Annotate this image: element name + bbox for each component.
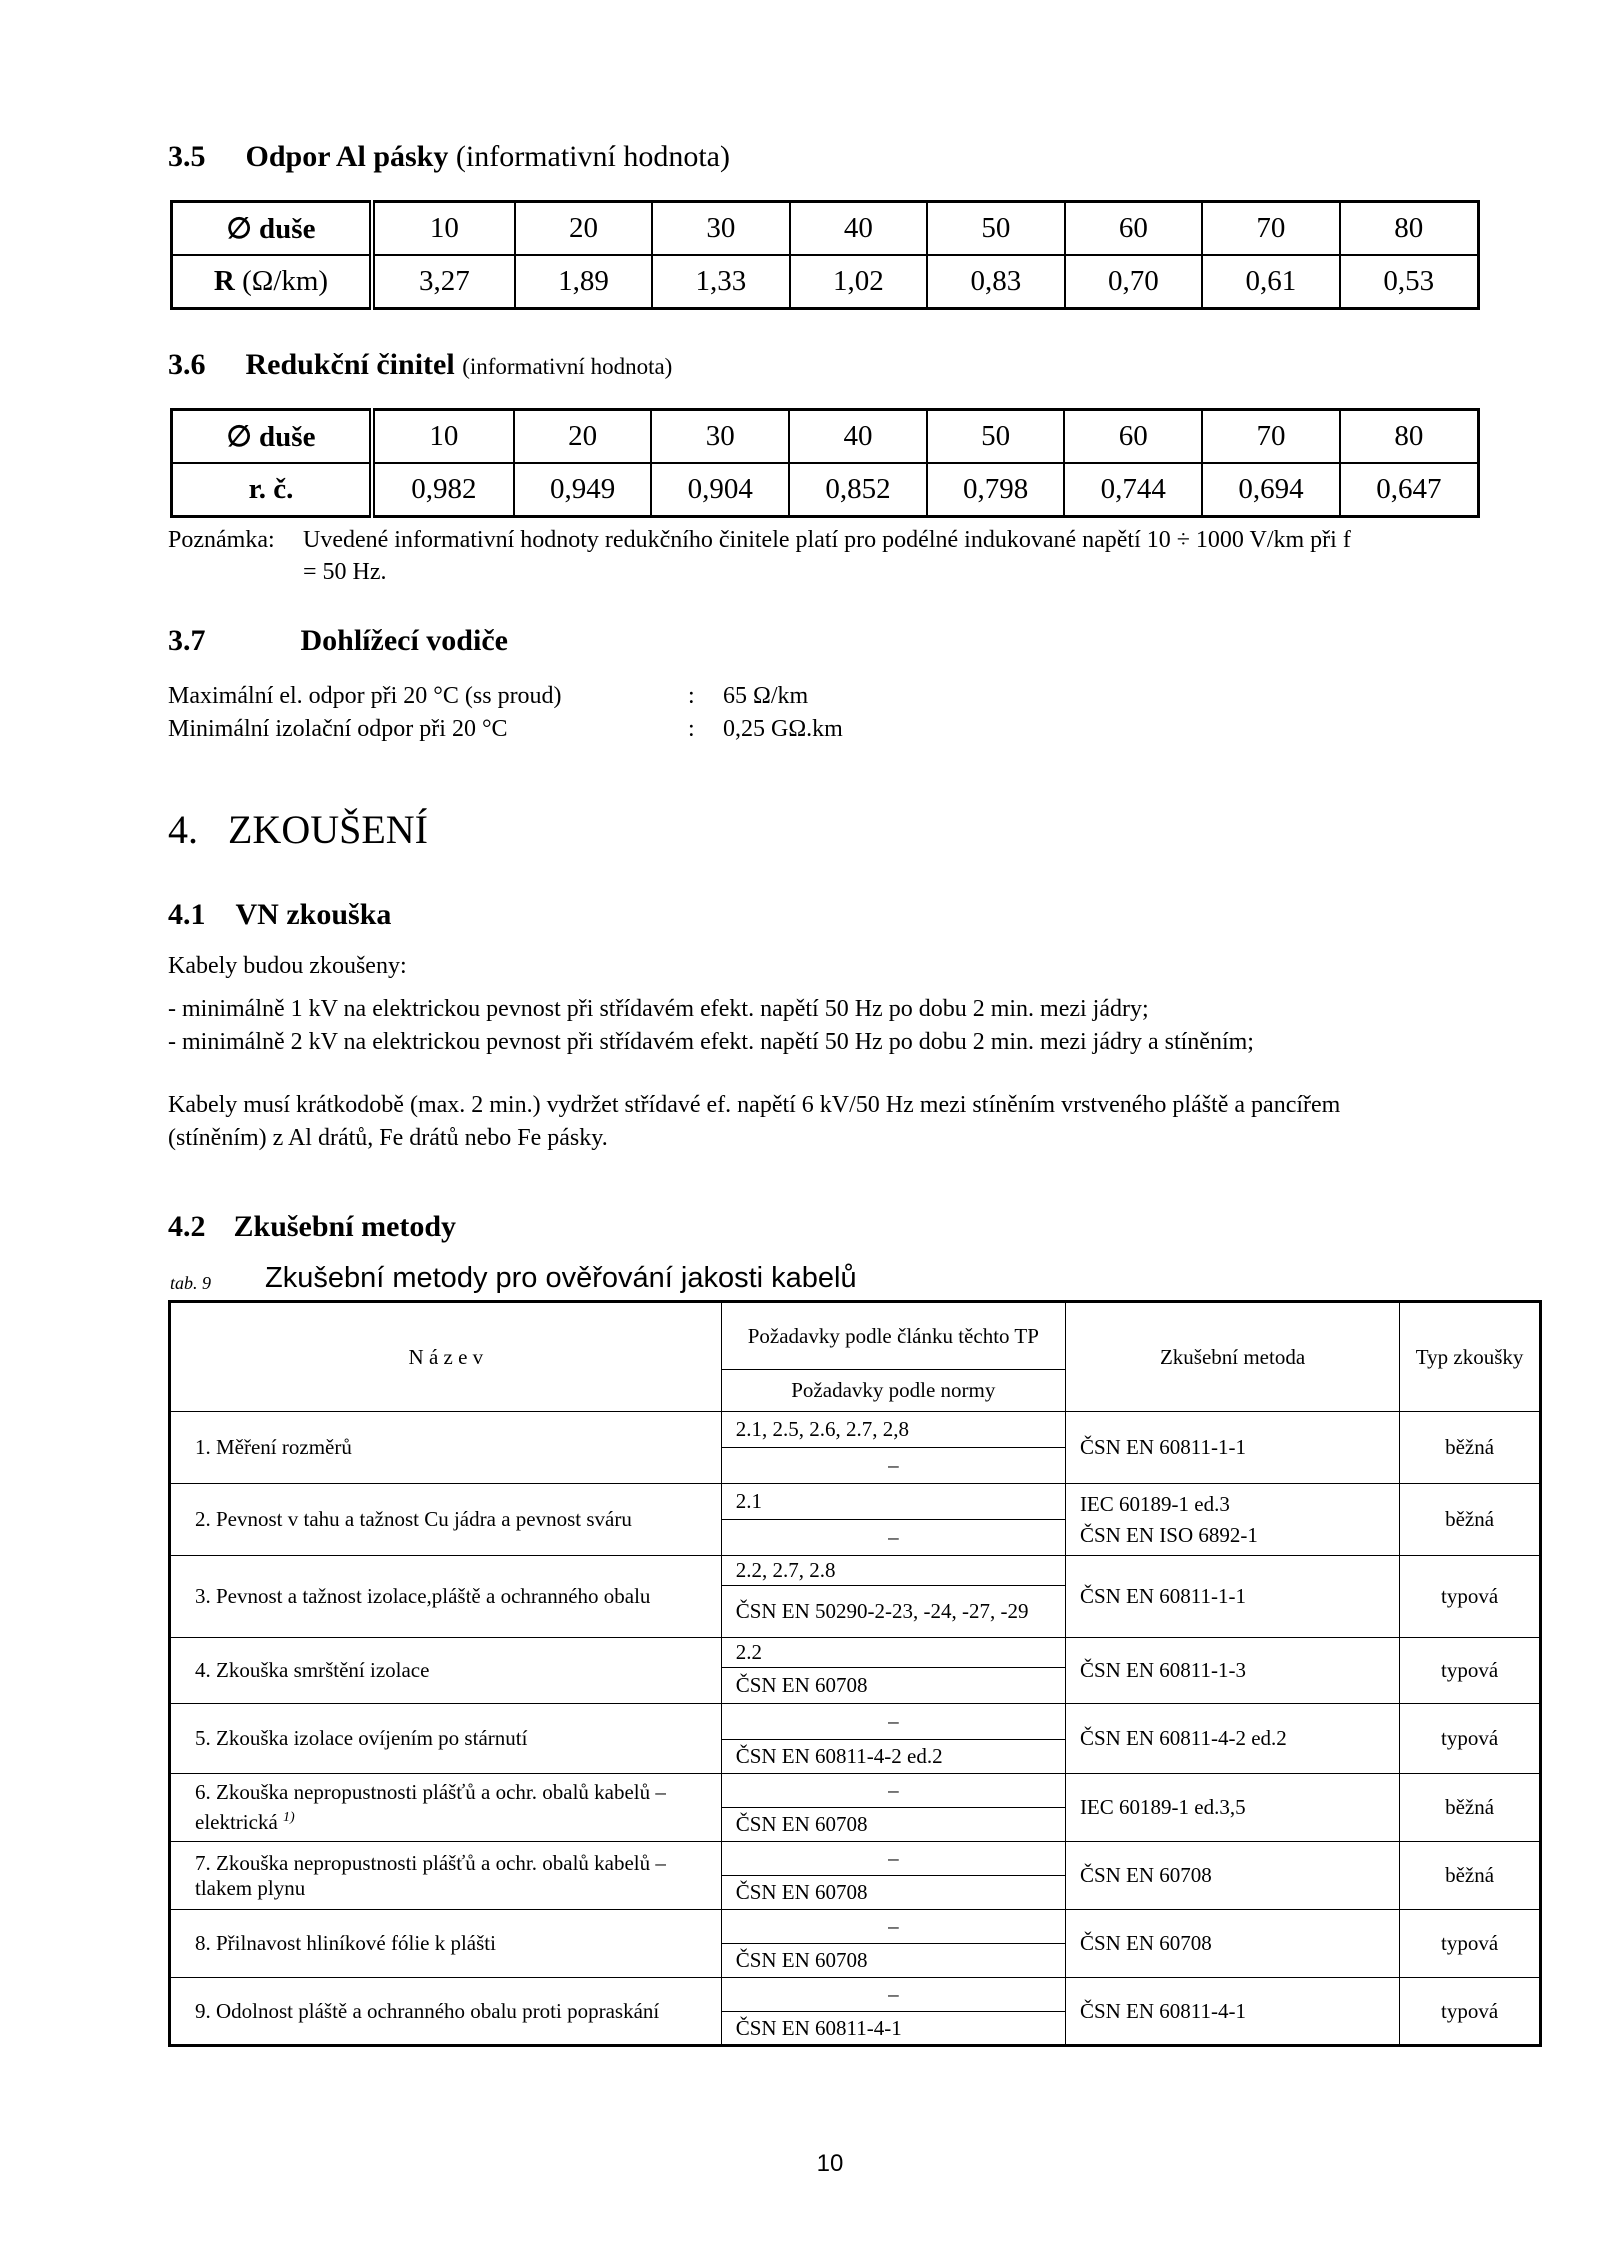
test-method: ČSN EN 60811-4-1 bbox=[1065, 1978, 1399, 2046]
section-3-6-heading bbox=[168, 348, 672, 382]
header-test-method: Zkušební metoda bbox=[1065, 1302, 1399, 1412]
header-requirements-tp: Požadavky podle článku těchto TP bbox=[721, 1302, 1065, 1370]
test-method: ČSN EN 60811-1-1 bbox=[1065, 1412, 1399, 1484]
test-name: 4. Zkouška smrštění izolace bbox=[170, 1638, 722, 1704]
test-name: 5. Zkouška izolace ovíjením po stárnutí bbox=[170, 1704, 722, 1774]
value-cell: 1,33 bbox=[652, 255, 789, 309]
test-method bbox=[1065, 1484, 1399, 1556]
footnote-marker: 1) bbox=[283, 1810, 295, 1825]
section-title: Dohlížecí vodiče bbox=[300, 624, 508, 657]
req-norm: ČSN EN 60708 bbox=[721, 1808, 1065, 1842]
test-type: běžná bbox=[1400, 1412, 1541, 1484]
section-3-5-heading bbox=[168, 140, 730, 174]
test-type: typová bbox=[1400, 1704, 1541, 1774]
test-method: ČSN EN 60811-1-1 bbox=[1065, 1556, 1399, 1638]
req-article: – bbox=[721, 1910, 1065, 1944]
test-name: 7. Zkouška nepropustnosti plášťů a ochr. obalů kabelů – tlakem plynu bbox=[170, 1842, 722, 1910]
table-row bbox=[170, 1704, 1541, 1740]
test-type: běžná bbox=[1400, 1484, 1541, 1556]
section-number: 3.7 bbox=[168, 624, 206, 657]
value-cell: 30 bbox=[652, 202, 789, 255]
table-row bbox=[170, 1638, 1541, 1668]
req-article: – bbox=[721, 1978, 1065, 2012]
req-article: – bbox=[721, 1842, 1065, 1876]
req-norm: – bbox=[721, 1448, 1065, 1484]
test-methods-table bbox=[168, 1300, 1542, 2047]
section-title: Odpor Al pásky bbox=[245, 140, 449, 173]
monitoring-wires-properties bbox=[168, 680, 843, 746]
header-cell-resistance: R (Ω/km) bbox=[172, 255, 373, 309]
property-separator: : bbox=[688, 683, 695, 709]
test-type: běžná bbox=[1400, 1842, 1541, 1910]
section-number: 3.5 bbox=[168, 140, 206, 173]
section-title-note: (informativní hodnota) bbox=[462, 354, 673, 379]
value-cell: 80 bbox=[1340, 410, 1479, 463]
test-name: 1. Měření rozměrů bbox=[170, 1412, 722, 1484]
chapter-4-heading bbox=[168, 806, 428, 853]
section-number: 4.2 bbox=[168, 1210, 206, 1243]
req-norm: ČSN EN 50290-2-23, -24, -27, -29 bbox=[721, 1586, 1065, 1638]
test-name: 9. Odolnost pláště a ochranného obalu proti popraskání bbox=[170, 1978, 722, 2046]
section-number: 3.6 bbox=[168, 348, 206, 381]
test-type: typová bbox=[1400, 1910, 1541, 1978]
req-article: – bbox=[721, 1774, 1065, 1808]
test-method-line: ČSN EN ISO 6892-1 bbox=[1079, 1522, 1258, 1547]
value-cell: 0,694 bbox=[1202, 463, 1340, 517]
table-label: tab. 9 bbox=[170, 1273, 212, 1293]
header-name: N á z e v bbox=[170, 1302, 722, 1412]
test-type: typová bbox=[1400, 1638, 1541, 1704]
test-name: 8. Přilnavost hliníkové fólie k plášti bbox=[170, 1910, 722, 1978]
value-cell: 1,02 bbox=[790, 255, 927, 309]
section-4-1-heading bbox=[168, 898, 391, 932]
test-name bbox=[170, 1774, 722, 1842]
header-test-type: Typ zkoušky bbox=[1400, 1302, 1541, 1412]
property-value: 0,25 GΩ.km bbox=[723, 716, 843, 742]
test-name: 3. Pevnost a tažnost izolace,pláště a ochranného obalu bbox=[170, 1556, 722, 1638]
test-method: IEC 60189-1 ed.3,5 bbox=[1065, 1774, 1399, 1842]
section-title: Zkušební metody bbox=[233, 1210, 457, 1243]
test-method: ČSN EN 60708 bbox=[1065, 1910, 1399, 1978]
value-cell: 30 bbox=[651, 410, 789, 463]
value-cell: 0,949 bbox=[514, 463, 652, 517]
value-cell: 1,89 bbox=[515, 255, 652, 309]
test-method: ČSN EN 60811-4-2 ed.2 bbox=[1065, 1704, 1399, 1774]
req-article: 2.1 bbox=[721, 1484, 1065, 1520]
property-label: Maximální el. odpor při 20 °C (ss proud) bbox=[168, 683, 562, 709]
chapter-title: ZKOUŠENÍ bbox=[228, 807, 428, 852]
value-cell: 0,744 bbox=[1064, 463, 1202, 517]
header-cell-core-diameter: ∅ duše bbox=[172, 202, 373, 255]
value-cell: 60 bbox=[1065, 202, 1202, 255]
req-norm: ČSN EN 60811-4-1 bbox=[721, 2012, 1065, 2046]
section-3-7-heading bbox=[168, 624, 508, 658]
section-title: Redukční činitel bbox=[245, 348, 455, 381]
value-cell: 0,70 bbox=[1065, 255, 1202, 309]
note-line: Uvedené informativní hodnoty redukčního činitele platí pro podélné indukované napětí 10 ÷ 1000 V/km při f bbox=[303, 527, 1351, 553]
value-cell: 10 bbox=[372, 410, 514, 463]
table-row bbox=[170, 1842, 1541, 1876]
table-row bbox=[170, 1412, 1541, 1448]
header-cell-reduction-factor: r. č. bbox=[172, 463, 373, 517]
property-label: Minimální izolační odpor při 20 °C bbox=[168, 716, 508, 742]
note-line: = 50 Hz. bbox=[303, 559, 387, 585]
section-title: VN zkouška bbox=[235, 898, 392, 931]
test-type: běžná bbox=[1400, 1774, 1541, 1842]
table-row bbox=[170, 1774, 1541, 1808]
value-cell: 0,852 bbox=[789, 463, 927, 517]
value-cell: 50 bbox=[927, 410, 1065, 463]
table-caption: Zkušební metody pro ověřování jakosti kabelů bbox=[265, 1262, 857, 1294]
paragraph-line: Kabely musí krátkodobě (max. 2 min.) vydržet střídavé ef. napětí 6 kV/50 Hz mezi stíněním vrstveného pláště a pancířem bbox=[168, 1092, 1341, 1118]
req-article: – bbox=[721, 1704, 1065, 1740]
req-norm: ČSN EN 60811-4-2 ed.2 bbox=[721, 1740, 1065, 1774]
test-type: typová bbox=[1400, 1556, 1541, 1638]
header-requirements-norm: Požadavky podle normy bbox=[721, 1370, 1065, 1412]
test-type: typová bbox=[1400, 1978, 1541, 2046]
table-row bbox=[170, 1556, 1541, 1586]
value-cell: 80 bbox=[1340, 202, 1479, 255]
test-name: 2. Pevnost v tahu a tažnost Cu jádra a pevnost sváru bbox=[170, 1484, 722, 1556]
paragraph-line: (stíněním) z Al drátů, Fe drátů nebo Fe pásky. bbox=[168, 1125, 608, 1151]
test-method: ČSN EN 60708 bbox=[1065, 1842, 1399, 1910]
req-norm: – bbox=[721, 1520, 1065, 1556]
al-tape-resistance-table bbox=[170, 200, 1480, 310]
value-cell: 0,904 bbox=[651, 463, 789, 517]
section-4-2-heading bbox=[168, 1210, 456, 1244]
hv-test-text bbox=[168, 950, 1488, 1155]
req-norm: ČSN EN 60708 bbox=[721, 1668, 1065, 1704]
test-name-text: 6. Zkouška nepropustnosti plášťů a ochr. obalů kabelů – elektrická bbox=[195, 1780, 666, 1834]
section-number: 4.1 bbox=[168, 898, 206, 931]
req-norm: ČSN EN 60708 bbox=[721, 1944, 1065, 1978]
page-number: 10 bbox=[816, 2150, 844, 2177]
note-label: Poznámka: bbox=[168, 527, 275, 553]
value-cell: 60 bbox=[1064, 410, 1202, 463]
value-cell: 0,83 bbox=[927, 255, 1064, 309]
test-method-line: IEC 60189-1 ed.3 bbox=[1079, 1491, 1230, 1516]
table-row bbox=[170, 1978, 1541, 2012]
req-article: 2.1, 2.5, 2.6, 2.7, 2,8 bbox=[721, 1412, 1065, 1448]
value-cell: 0,53 bbox=[1340, 255, 1479, 309]
property-value: 65 Ω/km bbox=[723, 683, 809, 709]
value-cell: 70 bbox=[1202, 410, 1340, 463]
value-cell: 70 bbox=[1202, 202, 1339, 255]
value-cell: 20 bbox=[514, 410, 652, 463]
table-row bbox=[170, 1910, 1541, 1944]
value-cell: 0,982 bbox=[372, 463, 514, 517]
property-separator: : bbox=[688, 716, 695, 742]
test-method: ČSN EN 60811-1-3 bbox=[1065, 1638, 1399, 1704]
req-article: 2.2 bbox=[721, 1638, 1065, 1668]
value-cell: 40 bbox=[790, 202, 927, 255]
value-cell: 0,798 bbox=[927, 463, 1065, 517]
value-cell: 3,27 bbox=[372, 255, 515, 309]
bullet-item: - minimálně 1 kV na elektrickou pevnost při střídavém efekt. napětí 50 Hz po dobu 2 min. mezi jádry; bbox=[168, 996, 1149, 1022]
note-text bbox=[303, 524, 1503, 588]
section-title-note: (informativní hodnota) bbox=[455, 140, 730, 173]
property-row bbox=[168, 713, 843, 746]
value-cell: 50 bbox=[927, 202, 1064, 255]
value-cell: 0,647 bbox=[1340, 463, 1479, 517]
value-cell: 0,61 bbox=[1202, 255, 1339, 309]
value-cell: 40 bbox=[789, 410, 927, 463]
req-article: 2.2, 2.7, 2.8 bbox=[721, 1556, 1065, 1586]
chapter-number: 4. bbox=[168, 807, 198, 852]
req-norm: ČSN EN 60708 bbox=[721, 1876, 1065, 1910]
value-cell: 10 bbox=[372, 202, 515, 255]
header-cell-core-diameter: ∅ duše bbox=[172, 410, 373, 463]
intro-text: Kabely budou zkoušeny: bbox=[168, 953, 407, 979]
reduction-factor-table bbox=[170, 408, 1480, 518]
bullet-item: - minimálně 2 kV na elektrickou pevnost při střídavém efekt. napětí 50 Hz po dobu 2 min. mezi jádry a stíněním; bbox=[168, 1029, 1254, 1055]
table-row bbox=[170, 1484, 1541, 1520]
value-cell: 20 bbox=[515, 202, 652, 255]
property-row bbox=[168, 680, 809, 713]
